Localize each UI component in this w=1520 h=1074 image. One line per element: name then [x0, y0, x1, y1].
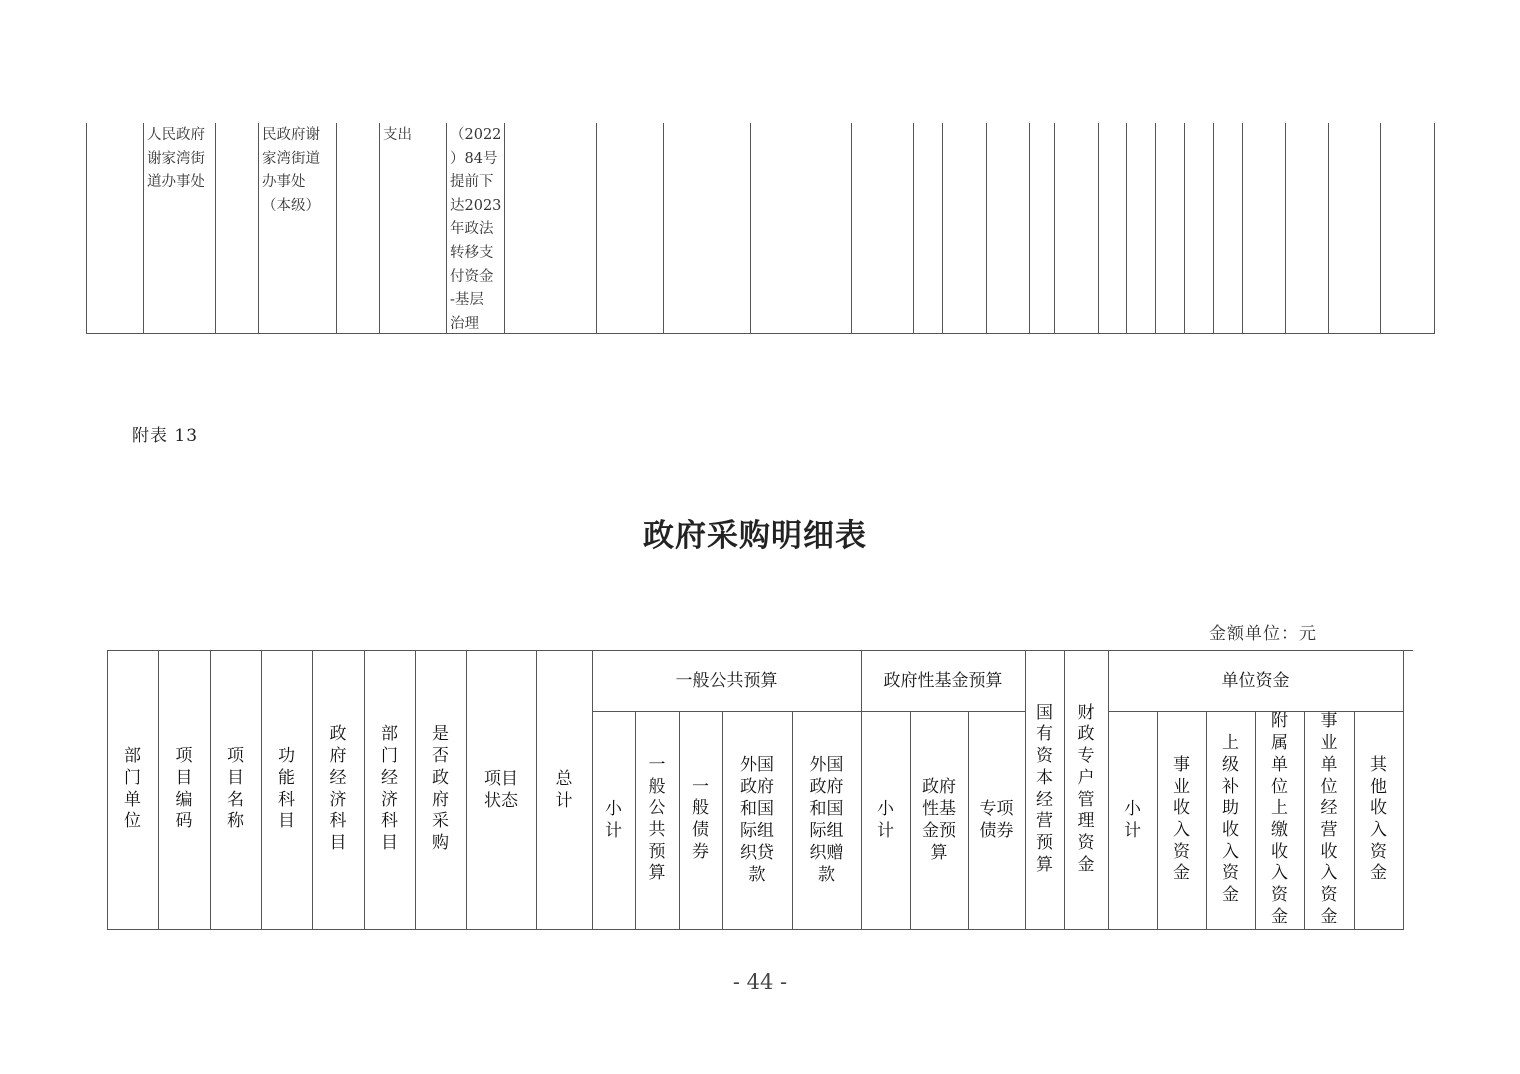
column-divider — [215, 123, 216, 334]
column-divider — [1213, 123, 1214, 334]
column-divider — [942, 123, 943, 334]
column-divider — [258, 123, 259, 334]
column-divider — [504, 123, 505, 334]
column-divider — [913, 123, 914, 334]
unit-name-cell: 民政府谢 家湾街道 办事处 （本级） — [262, 127, 320, 214]
column-divider — [1054, 123, 1055, 334]
header-uf-superior-subsidy: 上级补助收入资金 — [1222, 733, 1239, 906]
header-uf-affiliated-income: 附属单位上缴收入资金 — [1271, 711, 1288, 927]
header-total: 总 计 — [555, 768, 573, 811]
header-state-capital-budget: 国有资本经营预算 — [1036, 702, 1053, 875]
header-gpb-subtotal: 小 计 — [605, 799, 622, 841]
header-project-code: 项目编码 — [175, 746, 193, 832]
header-uf-operating-income: 事业单位经营收入资金 — [1320, 711, 1338, 927]
header-uf-subtotal: 小 计 — [1124, 799, 1141, 841]
header-uf-business-income: 事业收入资金 — [1173, 754, 1190, 884]
header-gfb-special-bond: 专项 债券 — [979, 799, 1014, 841]
column-divider — [379, 123, 380, 334]
document-cell: （2022 ）84号 提前下 达2023 年政法 转移支 付资金 -基层 治理 — [450, 127, 502, 332]
annex-label: 附表 13 — [132, 426, 199, 446]
column-divider — [1328, 123, 1329, 334]
dept-cell: 人民政府 谢家湾街 道办事处 — [147, 127, 205, 191]
header-dept-unit: 部门单位 — [124, 746, 141, 832]
header-gov-fund-budget: 政府性基金预算 — [883, 670, 1003, 691]
header-gpb-general-public: 一般公共预算 — [648, 754, 666, 884]
column-divider — [1285, 123, 1286, 334]
table-border — [86, 333, 1434, 334]
header-function-subject: 功能科目 — [278, 746, 295, 832]
column-divider — [1403, 650, 1404, 930]
header-gfb-subtotal: 小 计 — [877, 799, 894, 841]
column-divider — [446, 123, 447, 334]
column-divider — [1098, 123, 1099, 334]
header-dept-econ-subject: 部门经济科目 — [381, 724, 398, 853]
column-divider — [1184, 123, 1185, 334]
header-unit-funds: 单位资金 — [1221, 670, 1290, 691]
header-gpb-general-bond: 一般债券 — [692, 776, 709, 862]
table-border — [107, 929, 1403, 930]
column-divider — [336, 123, 337, 334]
column-divider — [1126, 123, 1127, 334]
page-number: - 44 - — [732, 970, 788, 994]
column-divider — [986, 123, 987, 334]
header-general-public-budget: 一般公共预算 — [675, 670, 778, 691]
column-divider — [86, 123, 87, 334]
header-uf-other-income: 其他收入资金 — [1370, 754, 1387, 884]
column-divider — [1242, 123, 1243, 334]
header-fiscal-special-fund: 财政专户管理资金 — [1077, 702, 1095, 875]
header-gpb-foreign-grant: 外国 政府 和国 际组 织赠 款 — [809, 755, 844, 885]
column-divider — [663, 123, 664, 334]
column-divider — [1380, 123, 1381, 334]
type-cell: 支出 — [383, 127, 412, 143]
page-title: 政府采购明细表 — [643, 518, 867, 554]
header-gfb-gov-fund: 政府 性基 金预 算 — [922, 777, 956, 863]
header-gpb-foreign-loan: 外国 政府 和国 际组 织贷 款 — [740, 755, 774, 885]
header-gov-econ-subject: 政府经济科目 — [329, 724, 347, 853]
column-divider — [1029, 123, 1030, 334]
column-divider — [143, 123, 144, 334]
column-divider — [1434, 123, 1435, 334]
column-divider — [750, 123, 751, 334]
header-is-gov-purchase: 是否政府采购 — [432, 724, 449, 853]
header-project-status: 项目 状态 — [484, 768, 518, 811]
column-divider — [596, 123, 597, 334]
column-divider — [1155, 123, 1156, 334]
header-project-name: 项目名称 — [227, 746, 244, 832]
amount-unit: 金额单位：元 — [1209, 624, 1317, 644]
column-divider — [851, 123, 852, 334]
